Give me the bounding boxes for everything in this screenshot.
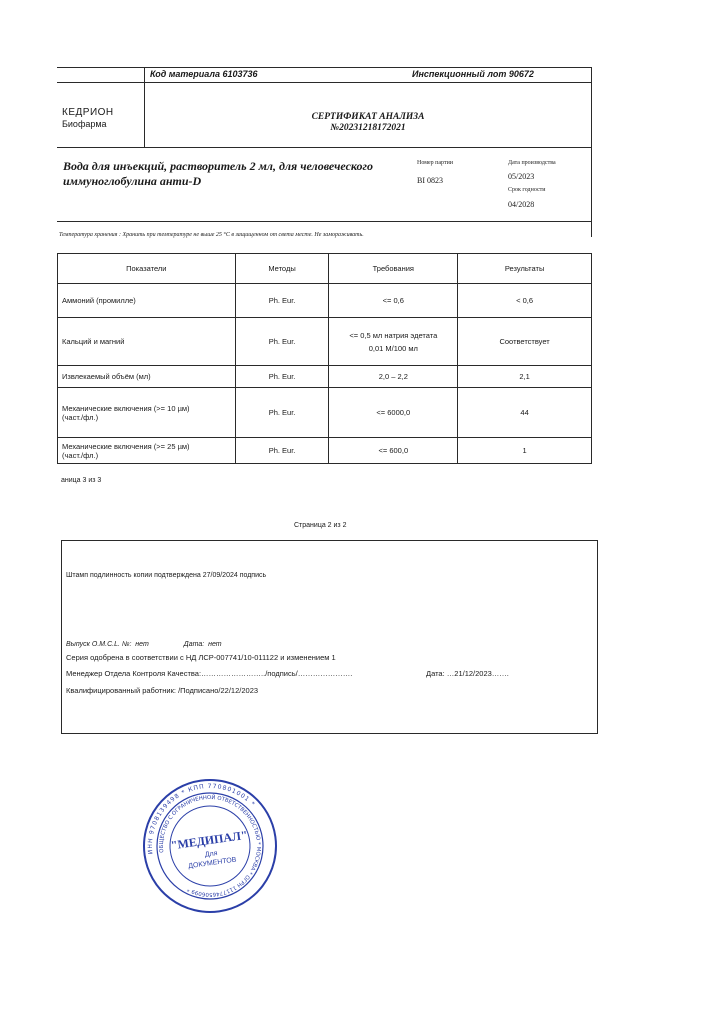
page-label: Страница 2 из 2 [294,522,347,529]
product-bottom-line [57,221,592,222]
param-cell: Аммоний (промилле) [58,284,236,318]
param-cell: Механические включения (>= 10 µм) (част./фл.) [58,388,236,438]
approval-box [61,540,598,734]
table-row [58,388,592,438]
result-cell: < 0,6 [458,284,592,318]
result-cell: Соответствует [458,318,592,366]
approval-date: Дата: …21/12/2023……. [426,669,509,678]
certificate-title: СЕРТИФИКАТ АНАЛИЗА [311,112,425,122]
mfg-date-value: 05/2023 [508,172,535,181]
requirement-cell: 2,0 – 2,2 [329,366,458,388]
batch-value: BI 0823 [417,176,443,185]
result-cell: 44 [458,388,592,438]
qualified-person: Квалифицированный работник: /Подписано/22/12/2023 [66,686,259,695]
method-cell: Ph. Eur. [235,438,329,464]
stamp-note: Штамп подлинность копии подтверждена 27/09/2024 подпись [66,572,267,579]
param-cell: Механические включения (>= 25 µм) (част./фл.) [58,438,236,464]
stamp-outer-text: ИНН 9708139498 * КПП 770801001 * [146,782,257,855]
method-cell: Ph. Eur. [235,318,329,366]
header-result: Результаты [458,254,592,284]
requirement-cell: <= 6000,0 [329,388,458,438]
company-subname: Биофарма [62,119,107,129]
company-stamp [131,767,289,925]
company-name: КЕДРИОН [62,107,114,118]
storage-conditions: Температура хранения : Хранить при температуре не выше 25 °С в защищенном от света месте. Не замораживать. [59,232,364,238]
stamp-ring-text: ОБЩЕСТВО С ОГРАНИЧЕННОЙ ОТВЕТСТВЕННОСТЬЮ * МОСКВА * ОГРН 1117746506099 * [158,794,262,898]
table-row [58,284,592,318]
method-cell: Ph. Eur. [235,388,329,438]
release-line: Выпуск O.M.C.L. №: нет Дата: нет [66,641,222,648]
stamp-center-text: "МЕДИПАЛ" [169,827,249,853]
expiry-label: Срок годности [508,187,546,193]
requirement-cell: <= 0,5 мл натрия эдетата 0,01 М/100 мл [329,318,458,366]
table-header-row [58,254,592,284]
header-line-2 [57,82,592,83]
requirement-cell: <= 0,6 [329,284,458,318]
stamp-sub-line1: Для [204,850,218,859]
requirement-cell: <= 600,0 [329,438,458,464]
mfg-date-label: Дата производства [508,160,556,166]
header-right-border [591,67,592,237]
product-name-line1: Вода для инъекций, растворитель 2 мл, для человеческого [63,159,373,173]
header-line-3 [57,147,592,148]
method-cell: Ph. Eur. [235,284,329,318]
param-cell: Извлекаемый объём (мл) [58,366,236,388]
table-row [58,366,592,388]
expiry-value: 04/2028 [508,200,535,209]
page-fragment: аница 3 из 3 [61,477,102,484]
inspection-lot: Инспекционный лот 90672 [412,69,534,79]
certificate-number: №20231218172021 [330,123,406,133]
series-approval: Серия одобрена в соответствии с НД ЛСР-007741/10-011122 и изменением 1 [66,653,336,662]
result-cell: 2,1 [458,366,592,388]
qc-manager: Менеджер Отдела Контроля Качества:……………………../подпись/…………………. [66,669,353,678]
header-top-line [57,67,592,68]
header-requirement: Требования [329,254,458,284]
header-vertical [144,67,145,147]
stamp-sub-line2: ДОКУМЕНТОВ [187,856,237,871]
material-code: Код материала 6103736 [150,69,258,79]
method-cell: Ph. Eur. [235,366,329,388]
batch-label: Номер партии [417,160,454,166]
header-method: Методы [235,254,329,284]
table-row [58,438,592,464]
product-name [63,159,373,189]
header-parameter: Показатели [58,254,236,284]
result-cell: 1 [458,438,592,464]
product-name-line2: иммуноглобулина анти-D [63,174,202,188]
table-row [58,318,592,366]
results-table [57,253,592,464]
param-cell: Кальций и магний [58,318,236,366]
